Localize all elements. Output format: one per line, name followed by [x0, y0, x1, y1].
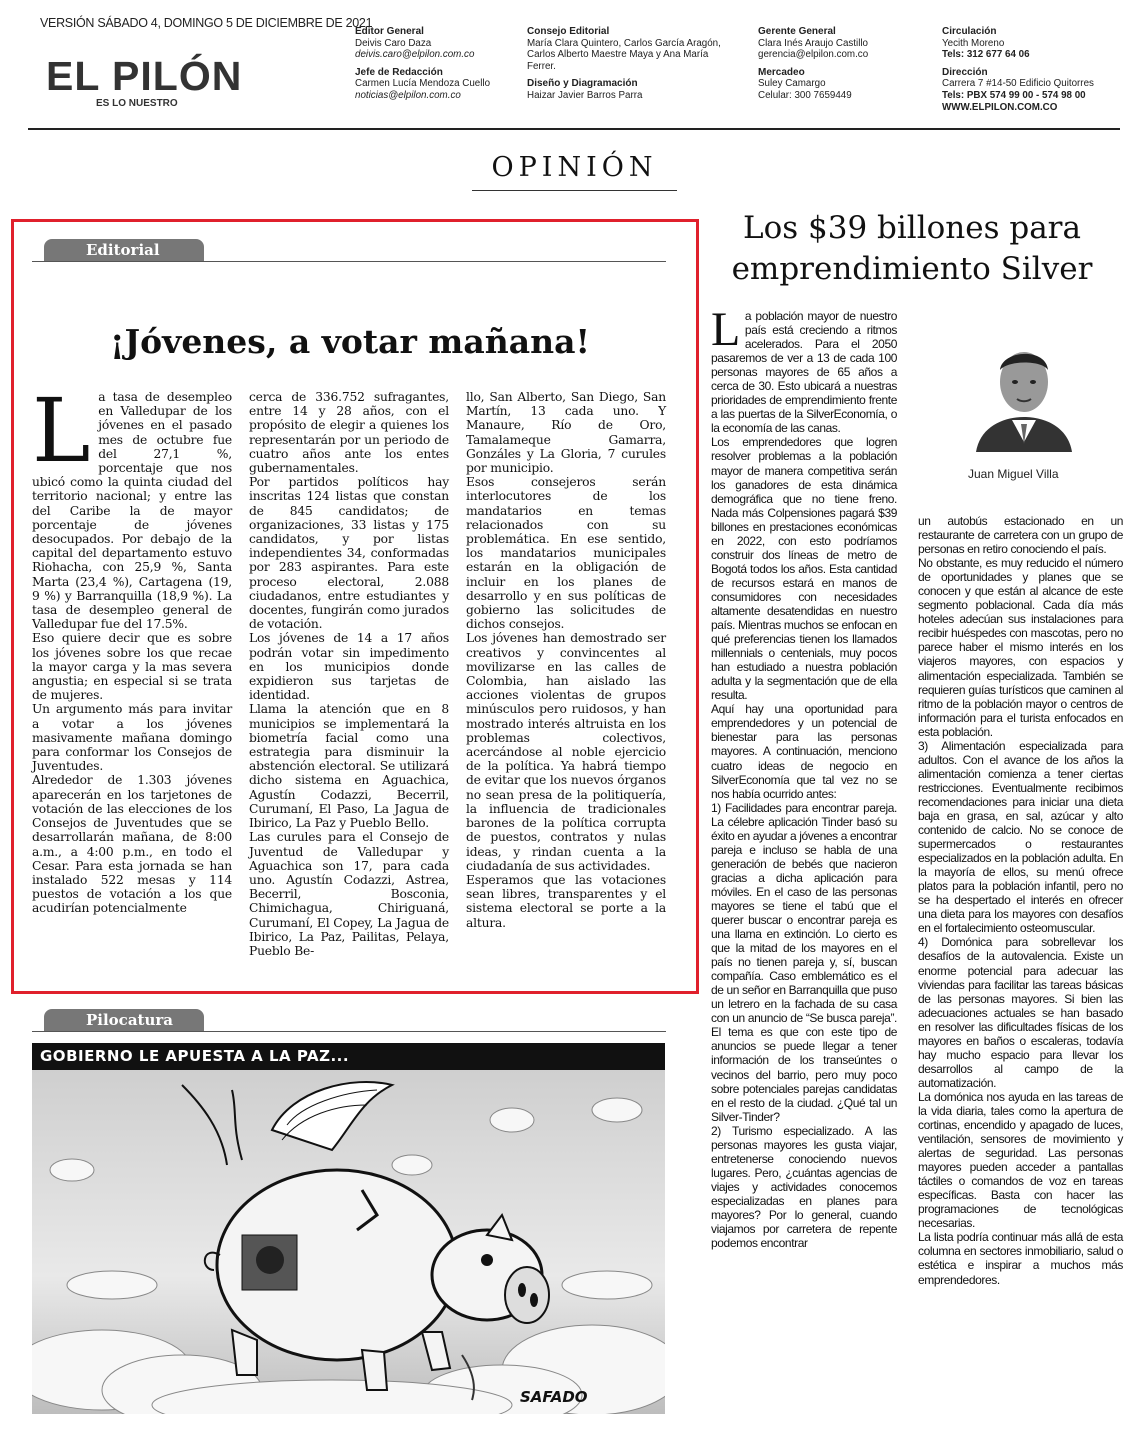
paragraph: un autobús estacionado en un restaurante de carretera con un grupo de personas en retiro conociendo el país. [918, 514, 1123, 557]
credit-label: Gerente General [758, 26, 836, 37]
credit-label: Diseño y Diagramación [527, 78, 638, 90]
article-column-1 [711, 303, 897, 1251]
paragraph: cerca de 336.752 sufragantes, entre 14 y 28 años, con el propósito de elegir a quienes los representarán por un periodo de cuatro años ante los entes gubernamentales. [249, 390, 449, 476]
flying-pig-cartoon[interactable] [32, 1070, 665, 1414]
paragraph: Los emprendedores que logren resolver problemas a la población mayor de manera competitiva serán los ganadores de esta dinámica demográfica que no tiene freno. Nada más Colpensiones pagará $39 billones en prestaciones económicas en 2022, con esto podríamos construir dos líneas de metro de Bogotá todos los años. Esta cantidad de recursos estará en manos de consumidores con necesidades altamente desatendidas en nuestro país. Mientras muchos se enfocan en qué preferencias tienen los llamados millennials o centenials, muy pocos han estudiado a nuestra población adulta y la segmentación que de ella resulta. [711, 435, 897, 703]
newsroom-email-link[interactable]: noticias@elpilon.com.co [355, 89, 461, 101]
credit-line: Carlos Alberto Maestre Maya y Ana María [527, 49, 709, 61]
editorial-tab-rule [32, 261, 666, 262]
editor-email-link[interactable]: deivis.caro@elpilon.com.co [355, 49, 475, 61]
paragraph: a población mayor de nuestro país está creciendo a ritmos acelerados. Para el 2050 pasaremos de ver a 13 de cada 100 personas mayores de 65 años a cerca de 30. Esto ubicará a nuestras prioridades de emprendimiento frente a las puertas de la SilverEconomía, o la economía de las canas. [711, 309, 897, 436]
article-title-line-2: emprendimiento Silver [731, 251, 1093, 287]
paragraph: Esos consejeros serán interlocutores de los mandatarios en temas relacionados con su problemática. En ese sentido, los mandatarios municipales estarán en la obligación de incluir en los planes de desarrollo y en sus políticas de gobierno las solicitudes de dichos consejos. [466, 475, 666, 632]
credit-line: Clara Inés Araujo Castillo [758, 37, 868, 49]
paragraph: Los jóvenes han demostrado ser creativos y convincentes al movilizarse en las calles de Colombia, han aislado las acciones violentas de grupos minúsculos pero ruidosos, y han mostrado interés altruista en los problemas colectivos, acercándose al noble ejercicio de la política. Ya habrá tiempo de evitar que los nuevos órganos no sean presa de la politiquería, la influencia de tradicionales barones de la política corrupta de puestos, contratos y nulas ideas, y rindan cuenta a la ciudadanía de sus actividades. [466, 631, 666, 873]
paragraph: 1) Facilidades para encontrar pareja. La célebre aplicación Tinder basó su éxito en ayudar a jóvenes a encontrar pareja e incluso se habla de una generación de bebés que nacieron gracias a dicha aplicación para móviles. En el caso de las personas mayores se tiene el tabú que el querer buscar o encontrar pareja es una llama en extinción. Lo cierto es que la mitad de los mayores en el país no tienen pareja y, sí, buscan compañía. Caso emblemático es el de un señor en Barranquilla que puso un letrero en la fachada de su casa con un anuncio de “Se busca pareja”. El tema es que con este tipo de anuncios se puede llegar a tener información de los transeúntes o vecinos del barrio, pero muy poco sobre potenciales parejas candidatas en el resto de la ciudad. ¿Qué tal un Silver-Tinder? [711, 800, 897, 1124]
credit-line: Suley Camargo [758, 78, 826, 90]
cartoonist-signature: SAFADO [520, 1388, 588, 1406]
credit-line: María Clara Quintero, Carlos García Aragón, [527, 37, 721, 49]
paragraph: La domónica nos ayuda en las tareas de la vida diaria, tales como la apertura de cortinas, encendido y apagado de luces, ventilación, sensores de movimiento y alertas de seguridad. Las personas mayores pueden acceder a pantallas táctiles o comandos de voz en tareas específicas. Basta con hacer las programaciones de tecnológicas necesarias. [918, 1089, 1123, 1231]
management-email-link[interactable]: gerencia@elpilon.com.co [758, 49, 869, 61]
article-dropcap: L [711, 303, 740, 356]
credit-line: Yecith Moreno [942, 37, 1005, 49]
editorial-column-1 [32, 379, 232, 916]
logo-tagline: ES LO NUESTRO [96, 98, 178, 109]
section-title: OPINIÓN [491, 152, 658, 183]
article-column-2 [918, 514, 1123, 1287]
paragraph: No obstante, es muy reducido el número de oportunidades y planes que se conocen y que están al alcance de este segmento poblacional. Cada día más hoteles adecúan sus instalaciones para recibir huéspedes con mascotas, pero no parece haber el mismo interés en los viajeros mayores, con espacios y alimentación especializada. También se requieren guías turísticos que caminen al ritmo de la población mayor o centros de información para el turista enfocados en esta población. [918, 556, 1123, 739]
paragraph: Por partidos políticos hay inscritas 124 listas que constan de 845 candidatos; de organizaciones, 33 listas y 175 candidatos, y por listas independientes 34, conformadas por 283 aspirantes. Para este proceso electoral, 2.088 ciudadanos, entre estudiantes y docentes, fungirán como jurados de votación. [249, 475, 449, 632]
credit-label: Consejo Editorial [527, 26, 610, 37]
editorial-tab[interactable]: Editorial [44, 239, 204, 261]
credit-line: Tels: PBX 574 99 00 - 574 98 00 [942, 89, 1086, 101]
credits-column-2 [527, 26, 742, 108]
newspaper-logo[interactable]: EL PILÓN [46, 53, 243, 99]
paragraph: Las curules para el Consejo de Juventud de Valledupar y Aguachica son 17, para cada uno. Agustín Codazzi, Astrea, Becerril, Bosconia, Chimichagua, Chiriguaná, Curumaní, El Copey, La Jagua de Ibirico, La Paz, Pailitas, Pelaya, Pueblo Be- [249, 830, 449, 958]
pilocatura-tab-rule [32, 1031, 666, 1032]
credit-line: Ferrer. [527, 60, 556, 72]
paragraph: Llama la atención que en 8 municipios se implementará la biometría facial como una estrategia para disminuir la abstención electoral. Se utilizará dicho sistema en Aguachica, Agustín Codazzi, Becerril, Curumaní, El Paso, La Jagua de Ibirico, La Paz y Pueblo Bello. [249, 702, 449, 831]
website-link[interactable]: WWW.ELPILON.COM.CO [942, 101, 1058, 113]
author-name: Juan Miguel Villa [968, 467, 1059, 481]
paragraph: 2) Turismo especializado. A las personas mayores les gusta viajar, entretenerse conociendo nuevos lugares. Pero, ¿cuántas agencias de viajes y actividades conocemos especializadas en planes para mayores? Por lo general, cuando viajamos por carretera de repente podemos encontrar [711, 1123, 897, 1251]
paragraph: 3) Alimentación especializada para adultos. Con el avance de los años la alimentación comienza a tener ciertas restricciones. Eventualmente recibimos recomendaciones para iniciar una dieta baja en grasa, en sal, azúcar y alto contenido de calcio. No se conoce de supermercados o restaurantes especializados en la población adulta. En la mayoría de ellos, su menú ofrece platos para la población infantil, pero no se ha despertado el interés en ofrecer una dieta para los mayores con desafíos en el fortalecimiento osteomuscular. [918, 738, 1123, 936]
credit-line: Celular: 300 7659449 [758, 89, 852, 101]
credits-column-4 [942, 26, 1122, 119]
paragraph: a tasa de desempleo en Valledupar de los jóvenes en el pasado mes de octubre fue del 27,1 %, porcentaje que nos ubicó como la quinta ciudad del territorio nacional; y entre las del Caribe la de mayor porcentaje de jóvenes desocupados. Por debajo de la capital del departamento estuvo Riohacha, con 25,9 %, Santa Marta (23,4 %), Cartagena (19, 9 %) y Barranquilla (18,9 %). La tasa de desempleo general de Valledupar fue del 17.5%. [32, 390, 232, 632]
credits-column-3 [758, 26, 923, 108]
article-title [712, 208, 1112, 290]
paragraph: llo, San Alberto, San Diego, San Martín, 13 cada uno. Y Manaure, Río de Oro, Tamalameque Gamarra, Gonzáles y La Gloria, 7 curules por municipio. [466, 390, 666, 476]
paragraph: Esperamos que las votaciones sean libres, transparentes y el sistema electoral se porte a la altura. [466, 872, 666, 930]
masthead-divider [28, 128, 1120, 130]
paragraph: 4) Domónica para sobrellevar los desafíos de la autovalencia. Existe un enorme potencial para adecuar las viviendas para facilitar las tareas básicas de las personas mayores. Si bien las adecuaciones actuales se han basado en resolver las dificultades físicas de los mayores en baños o escaleras, todavía hay mucho espacio para llevar los desarrollos al campo de la automatización. [918, 935, 1123, 1090]
credit-line: Deivis Caro Daza [355, 37, 432, 49]
credit-line: Tels: 312 677 64 06 [942, 49, 1030, 61]
credit-label: Editor General [355, 26, 424, 37]
credit-label: Circulación [942, 26, 997, 37]
pilocatura-tab[interactable]: Pilocatura [44, 1009, 204, 1031]
credits-column-1 [355, 26, 520, 108]
editorial-title: ¡Jóvenes, a votar mañana! [110, 322, 590, 361]
editorial-column-2 [249, 390, 449, 958]
cartoon-caption: GOBIERNO LE APUESTA A LA PAZ... [32, 1043, 665, 1070]
credit-line: Carrera 7 #14-50 Edificio Quitorres [942, 78, 1094, 90]
paragraph: Eso quiere decir que es sobre los jóvenes sobre los que recae la mayor carga y la mas severa angustia; en especial si se trata de mujeres. [32, 631, 232, 703]
paragraph: Alrededor de 1.303 jóvenes aparecerán en los tarjetones de votación de las elecciones de los Consejos de Juventudes que se desarrollarán mañana, de 8:00 a.m., a 4:00 p.m., en todo el Cesar. Para esta jornada se han instalado 522 mesas y 114 puestos de votación a los que acudirían potencialmente [32, 773, 232, 916]
paragraph: Aquí hay una oportunidad para emprendedores y un potencial de bienestar para las personas mayores. A continuación, menciono cuatro ideas de negocio en SilverEconomía que tal vez no se nos había ocurrido antes: [711, 702, 897, 801]
edition-date-line: VERSIÓN SÁBADO 4, DOMINGO 5 DE DICIEMBRE DE 2021 [40, 16, 373, 30]
paragraph: Los jóvenes de 14 a 17 años podrán votar sin impedimento en los municipios donde expidieron sus tarjetas de identidad. [249, 631, 449, 703]
paragraph: Un argumento más para invitar a votar a los jóvenes masivamente mañana domingo para conformar los Consejos de Juventudes. [32, 702, 232, 774]
editorial-dropcap: L [32, 379, 91, 482]
article-title-line-1: Los $39 billones para [743, 210, 1081, 246]
credit-line: Haizar Javier Barros Parra [527, 89, 643, 101]
paragraph: La lista podría continuar más allá de esta columna en sectores inmobiliario, salud o estética e inspirar a muchos más emprendedores. [918, 1230, 1123, 1287]
author-portrait [968, 332, 1080, 452]
editorial-column-3 [466, 390, 666, 930]
credit-line: Carmen Lucía Mendoza Cuello [355, 78, 491, 90]
credit-label: Dirección [942, 66, 988, 78]
credit-label: Jefe de Redacción [355, 66, 443, 78]
section-underline [472, 190, 677, 191]
credit-label: Mercadeo [758, 66, 805, 78]
